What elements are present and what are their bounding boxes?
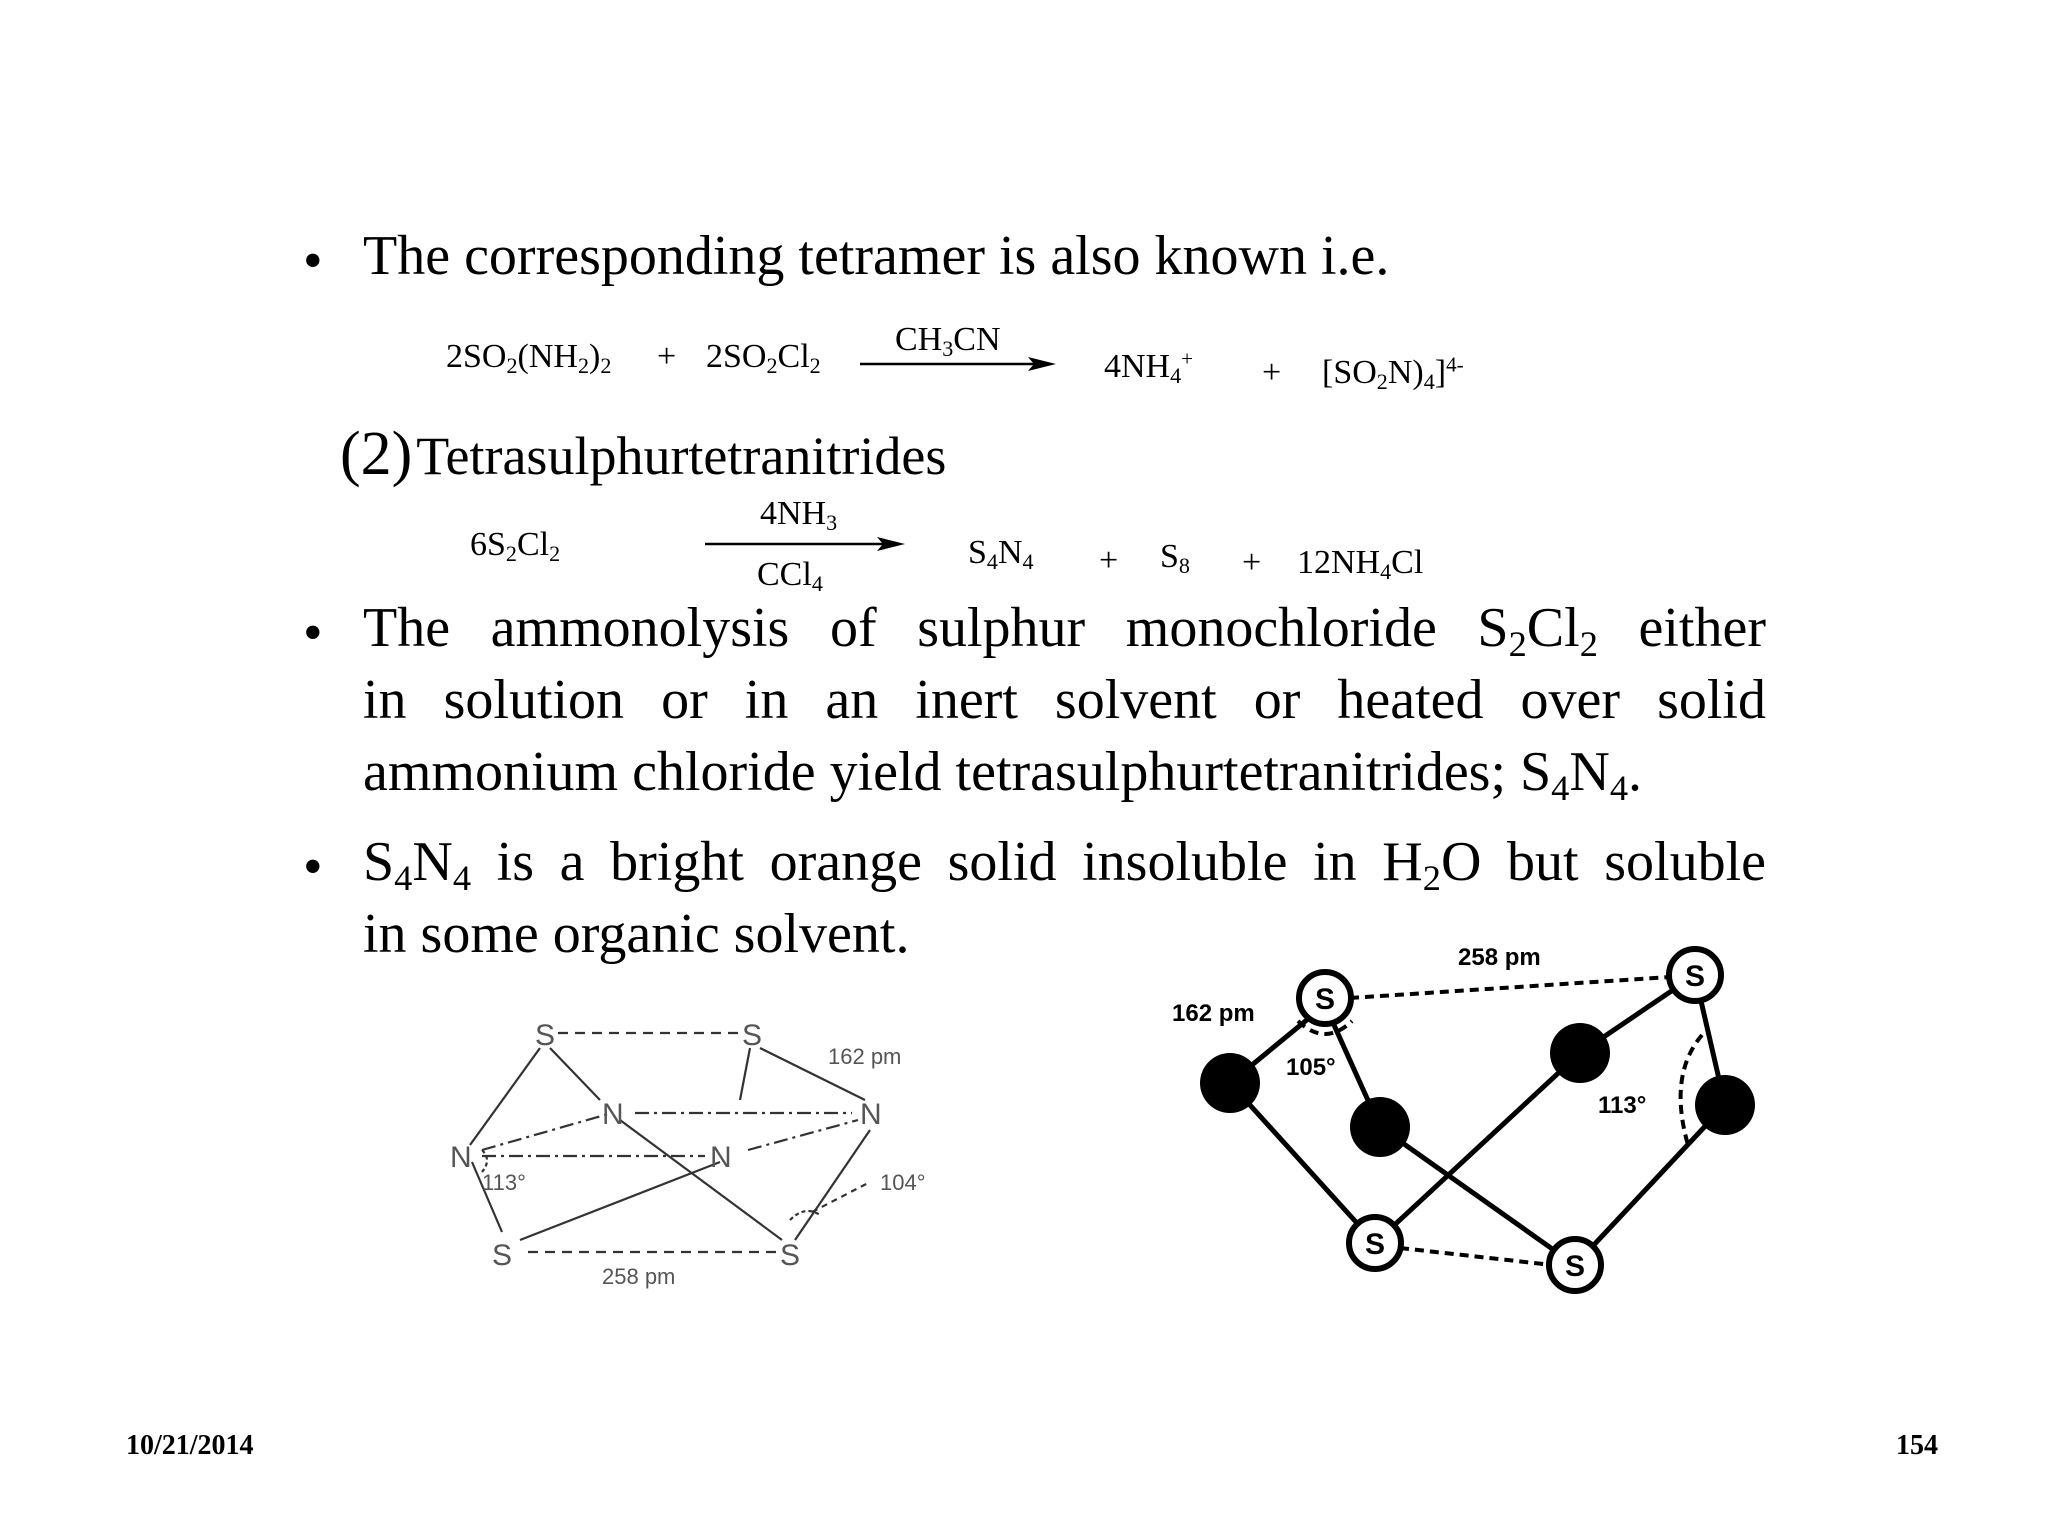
label-bond-258: 258 pm [602,1264,676,1289]
eq2-plus-2: + [1242,544,1262,581]
eq1-reactant-2: $2SO_2Cl_2$ [706,338,821,379]
angle-arc [482,1150,487,1172]
atom-sulfur: S [780,1239,801,1272]
bond-dashdot [482,1113,612,1150]
angle-arc [790,1211,820,1220]
eq2-solvent-below: CCl$_4$ [757,556,823,597]
bullet-2-line-1: The ammonolysis of sulphur monochloride $S_2Cl_2$ either [363,597,1766,665]
atom-nitrogen-ball [1695,1075,1755,1135]
bullet-3-line-1: $S_4N_4$ is a bright orange solid insoluble in $H_2O$ but soluble [363,831,1766,899]
bullet-marker: • [303,602,323,664]
atom-sulfur-label: S [1364,1228,1386,1261]
label-bond-162: 162 pm [1172,1000,1255,1027]
bullet-marker: • [303,836,323,898]
eq1-plus-2: + [1262,354,1282,391]
atom-sulfur-label: S [1684,960,1706,993]
eq1-product-1: $4NH_4^+$ [1104,346,1194,389]
label-angle-113: 113° [1598,1092,1647,1119]
eq2-reactant: $6S_2Cl_2$ [470,526,561,567]
s4n4-ball-stick-diagram [1160,935,1780,1305]
atom-sulfur: S [742,1019,763,1052]
atom-nitrogen: N [602,1098,624,1131]
footer-date: 10/21/2014 [126,1430,254,1461]
bond-solid [740,1048,750,1100]
bullet-marker: • [303,230,323,292]
eq2-product-1: $S_4N_4$ [968,534,1034,575]
atom-nitrogen: N [860,1098,882,1131]
eq2-product-3: $12NH_4Cl$ [1297,544,1424,585]
atom-nitrogen: N [450,1141,472,1174]
eq1-condition: $CH_3CN$ [895,321,1001,362]
section-2-heading [340,418,946,506]
atom-nitrogen-ball [1200,1053,1260,1113]
atom-nitrogen-ball [1550,1023,1610,1083]
eq2-reagent-above: $4NH_3$ [760,495,838,536]
label-bond-258: 258 pm [1458,944,1541,971]
leader-line [812,1182,870,1212]
page-number: 154 [1896,1430,1938,1461]
eq2-arrow [703,534,907,554]
label-angle-113: 113° [482,1170,526,1195]
s4n4-cage-diagram [420,1000,960,1300]
angle-arc [1681,1035,1702,1145]
bullet-3-line-2: in some organic solvent. [363,903,910,965]
eq2-plus-1: + [1099,542,1119,579]
atom-nitrogen: N [710,1141,732,1174]
label-angle-104: 104° [880,1170,926,1195]
label-bond-162: 162 pm [828,1044,902,1069]
bond-solid [470,1048,540,1145]
section-2-title: Tetrasulphurtetranitrides [416,426,947,486]
label-angle-105: 105° [1286,1054,1336,1081]
atom-sulfur-label: S [1314,983,1336,1016]
eq2-product-2: $S_8$ [1160,538,1190,579]
bond-dashdot [748,1120,858,1150]
bond-solid [795,1130,870,1240]
bullet-1-text: The corresponding tetramer is also known i.e. [363,225,1390,287]
eq1-product-2: $[SO_2N)_4]^{4-}$ [1322,352,1464,395]
bond-solid [520,1162,720,1240]
eq1-reactant-1: $2SO_2(NH_2)_2$ [446,338,612,379]
bond-dashed [1350,977,1670,998]
bond-solid [550,1048,600,1100]
eq1-arrow [858,354,1058,374]
bond-solid [620,1120,782,1240]
section-2-number: (2) [340,420,413,488]
bullet-2-line-3: ammonium chloride yield tetrasulphurtetranitrides; $S_4N_4$. [363,741,1643,809]
bullet-2-line-2: in solution or in an inert solvent or heated over solid [363,669,1766,731]
bond-solid [1575,1105,1725,1265]
bullet-2-text [363,592,1766,808]
eq1-plus: + [657,338,677,375]
atom-sulfur: S [492,1239,513,1272]
atom-sulfur-label: S [1564,1250,1586,1283]
bond-dashed [1400,1248,1552,1265]
atom-nitrogen-ball [1350,1097,1410,1157]
bond-solid [1230,1083,1375,1243]
atom-sulfur: S [535,1019,556,1052]
